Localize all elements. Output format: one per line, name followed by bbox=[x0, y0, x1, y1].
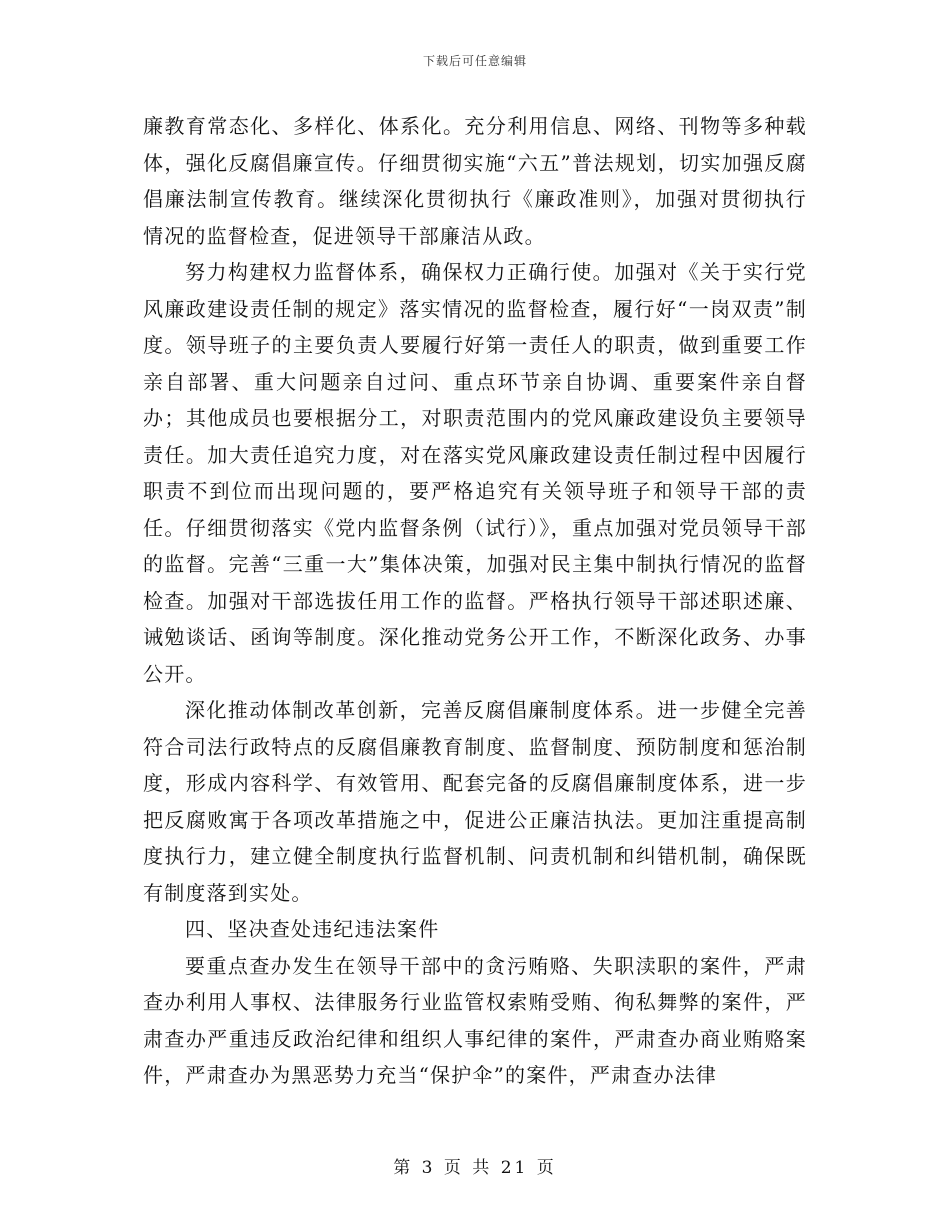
paragraph-power-supervision: 努力构建权力监督体系，确保权力正确行使。加强对《关于实行党风廉政建设责任制的规定》落实情况的监督检查，履行好“一岗双责”制度。领导班子的主要负责人要履行好第一责任人的职责，做到重要工作亲自部署、重大问题亲自过问、重点环节亲自协调、重要案件亲自督办；其他成员也要根据分工，对职责范围内的党风廉政建设负主要领导责任。加大责任追究力度，对在落实党风廉政建设责任制过程中因履行职责不到位而出现问题的，要严格追究有关领导班子和领导干部的责任。仔细贯彻落实《党内监督条例（试行）》，重点加强对党员领导干部的监督。完善“三重一大”集体决策，加强对民主集中制执行情况的监督检查。加强对干部选拔任用工作的监督。严格执行领导干部述职述廉、诫勉谈话、函询等制度。深化推动党务公开工作，不断深化政务、办事公开。 bbox=[143, 260, 807, 686]
page-header: 下载后可任意编辑 bbox=[422, 54, 527, 68]
paragraph-continuation: 廉教育常态化、多样化、体系化。充分利用信息、网络、刊物等多种载体，强化反腐倡廉宣传。仔细贯彻实施“六五”普法规划，切实加强反腐倡廉法制宣传教育。继续深化贯彻执行《廉政准则》，加强对贯彻执行情况的监督检查，促进领导干部廉洁从政。 bbox=[143, 114, 807, 248]
paragraph-system-reform: 深化推动体制改革创新，完善反腐倡廉制度体系。进一步健全完善符合司法行政特点的反腐倡廉教育制度、监督制度、预防制度和惩治制度，形成内容科学、有效管用、配套完备的反腐倡廉制度体系，进一步把反腐败寓于各项改革措施之中，促进公正廉洁执法。更加注重提高制度执行力，建立健全制度执行监督机制、问责机制和纠错机制，确保既有制度落到实处。 bbox=[143, 698, 807, 905]
document-body bbox=[143, 108, 807, 1094]
page-number: 第 3 页 共 21 页 bbox=[393, 1158, 557, 1178]
section-heading: 四、坚决查处违纪违法案件 bbox=[185, 917, 440, 941]
paragraph-case-investigation: 要重点查办发生在领导干部中的贪污贿赂、失职渎职的案件，严肃查办利用人事权、法律服务行业监管权索贿受贿、徇私舞弊的案件，严肃查办严重违反政治纪律和组织人事纪律的案件，严肃查办商业贿赂案件，严肃查办为黑恶势力充当“保护伞”的案件，严肃查办法律 bbox=[143, 953, 807, 1087]
